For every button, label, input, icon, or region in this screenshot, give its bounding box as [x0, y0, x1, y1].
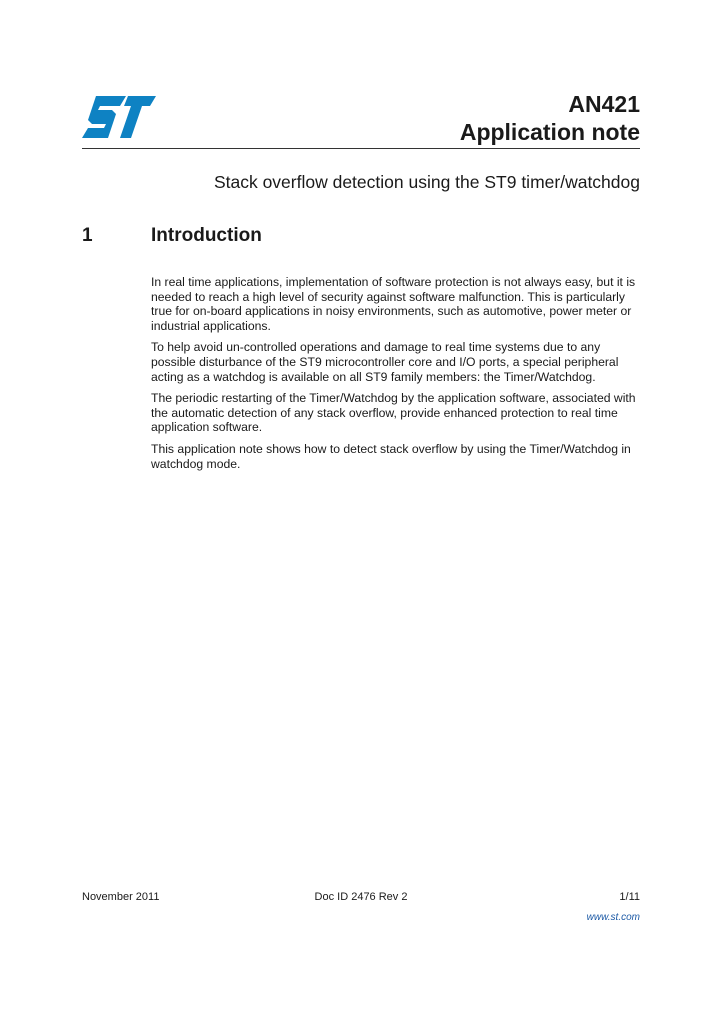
section-body	[151, 275, 641, 478]
paragraph: In real time applications, implementation of software protection is not always easy, but it is needed to reach a high level of security against software malfunction. This is particularly true for on-board applications in noisy environments, such as automotive, power meter or industrial applications.	[151, 275, 636, 333]
paragraph: The periodic restarting of the Timer/Watchdog by the application software, associated with the automatic detection of any stack overflow, provide enhanced protection to real time application software.	[151, 391, 636, 435]
footer-doc-ref: Doc ID 2476 Rev 2	[314, 891, 408, 903]
section-number: 1	[82, 225, 93, 246]
footer-page-number: 1/11	[619, 891, 640, 903]
paragraph: This application note shows how to detect stack overflow by using the Timer/Watchdog in watchdog mode.	[151, 441, 631, 471]
document-header	[460, 90, 640, 146]
document-type: Application note	[459, 119, 640, 145]
section-title: Introduction	[151, 225, 262, 246]
header-divider	[82, 148, 640, 149]
st-logo	[82, 96, 156, 142]
footer-date: November 2011	[82, 891, 160, 903]
document-id: AN421	[568, 91, 640, 117]
document-subtitle: Stack overflow detection using the ST9 timer/watchdog	[213, 172, 640, 192]
paragraph: To help avoid un-controlled operations and damage to real time systems due to any possible disturbance of the ST9 microcontroller core and I/O ports, a special peripheral acting as a watchdog is available on all ST9 family members: the Timer/Watchdog.	[151, 340, 619, 384]
website-link[interactable]: www.st.com	[586, 912, 640, 923]
